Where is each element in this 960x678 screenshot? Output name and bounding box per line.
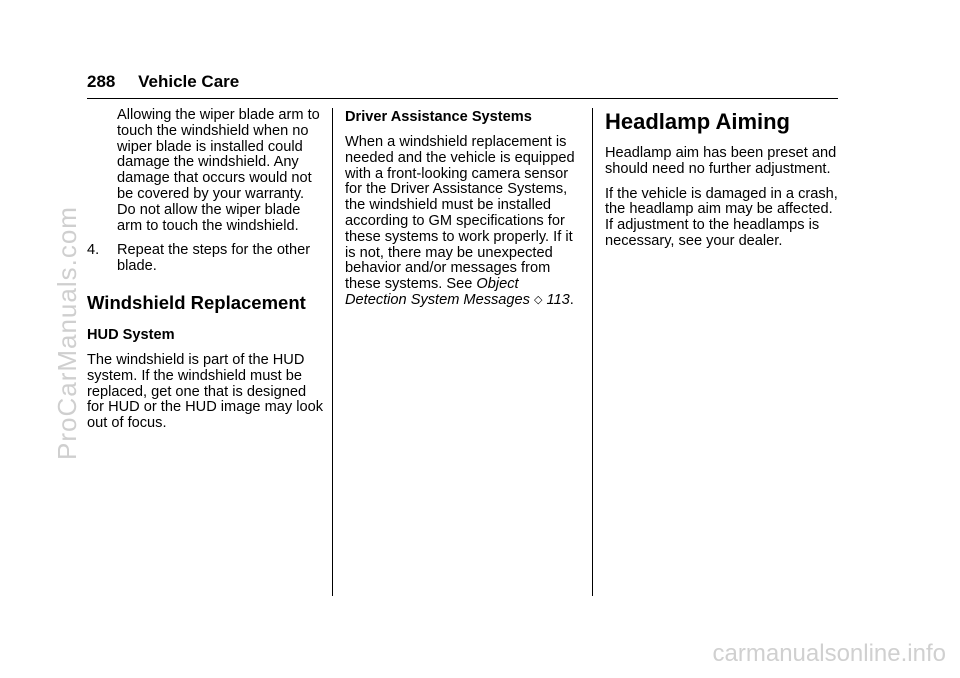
paragraph-end: .: [569, 291, 574, 308]
headlamp-paragraph-1: Headlamp aim has been preset and should need no further adjustment.: [605, 145, 837, 177]
hud-system-heading: HUD System: [87, 326, 175, 343]
section-title: Vehicle Care: [138, 72, 240, 91]
step-4: [87, 243, 325, 275]
bottom-watermark: carmanualsonline.info: [712, 640, 946, 667]
page-header: [87, 72, 239, 92]
column-divider-1: [332, 108, 333, 596]
column-3: [605, 108, 843, 259]
page-ref-icon: ◇: [534, 293, 543, 306]
driver-assistance-paragraph: [345, 135, 583, 309]
object-detection-link[interactable]: Object Detection System Messages: [345, 276, 530, 308]
hud-paragraph: The windshield is part of the HUD system. If the windshield must be replaced, get one that is designed for HUD or the HUD image may look out of focus.: [87, 351, 324, 432]
page-number: 288: [87, 72, 116, 91]
page-ref-number[interactable]: 113: [546, 291, 570, 308]
headlamp-aiming-heading: Headlamp Aiming: [605, 109, 790, 134]
header-rule: [87, 98, 838, 99]
headlamp-paragraph-2: If the vehicle is damaged in a crash, the headlamp aim may be affected. If adjustment to the headlamps is necessary, see your dealer.: [605, 185, 838, 249]
driver-assistance-text: When a windshield replacement is needed and the vehicle is equipped with a front-looking camera sensor for the Driver Assistance Systems, the windshield must be installed according to GM specifications for these systems to work properly. If it is not, there may be unexpected behavior and/or messages from these systems. See: [345, 134, 575, 293]
driver-assistance-heading: Driver Assistance Systems: [345, 109, 532, 125]
wiper-caution-paragraph: Allowing the wiper blade arm to touch the windshield when no wiper blade is installed could damage the windshield. Any damage that occurs would not be covered by your warranty. Do not allow the wiper blade arm to touch the windshield.: [117, 107, 320, 234]
side-watermark: ProCarManuals.com: [52, 206, 82, 460]
step-number: 4.: [87, 242, 100, 259]
column-1: [87, 108, 325, 441]
column-2: [345, 108, 583, 318]
windshield-replacement-heading: Windshield Replacement: [87, 291, 306, 313]
step-text: Repeat the steps for the other blade.: [117, 242, 311, 275]
column-divider-2: [592, 108, 593, 596]
